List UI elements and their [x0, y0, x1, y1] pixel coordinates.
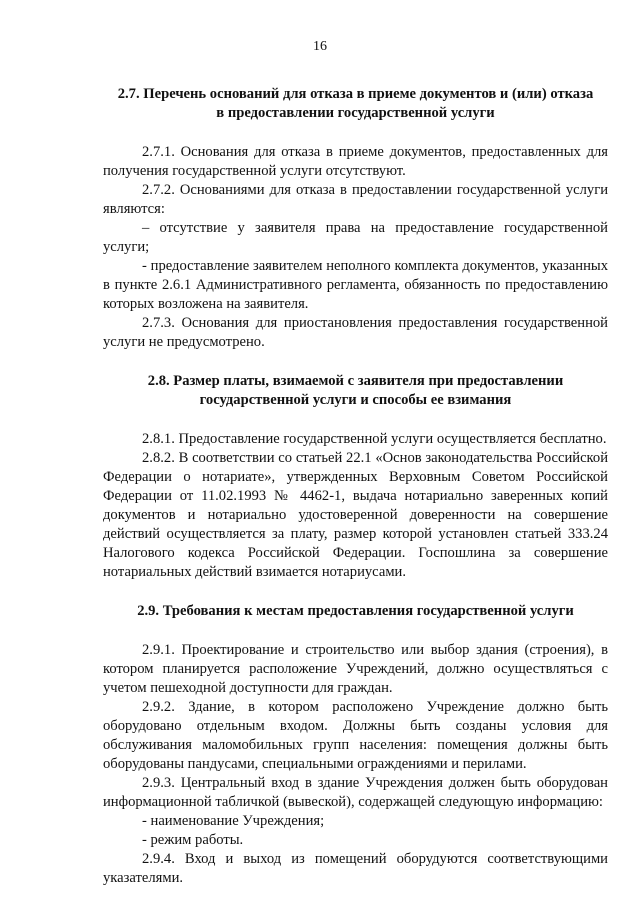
- paragraph-2-9-4: 2.9.4. Вход и выход из помещений оборудуются соответствующими указателями.: [103, 851, 608, 886]
- paragraph-2-9-3: 2.9.3. Центральный вход в здание Учреждения должен быть оборудован информационной табличкой (вывеской), содержащей следующую информацию:: [103, 775, 608, 810]
- paragraph-2-8-1: 2.8.1. Предоставление государственной услуги осуществляется бесплатно.: [142, 431, 607, 447]
- section-2-8-heading-line1: 2.8. Размер платы, взимаемой с заявителя при предоставлении: [147, 373, 564, 389]
- paragraph-2-7-2: 2.7.2. Основаниями для отказа в предоставлении государственной услуги являются:: [103, 182, 608, 217]
- section-2-9-heading: 2.9. Требования к местам предоставления государственной услуги: [137, 603, 574, 619]
- paragraph-2-9-1: 2.9.1. Проектирование и строительство или выбор здания (строения), в котором планируется расположение Учреждений, должно осуществляться с учетом пешеходной доступности для граждан.: [103, 642, 608, 696]
- page-content: [103, 85, 608, 888]
- list-item-working-hours: - режим работы.: [142, 832, 244, 848]
- paragraph-2-7-1: 2.7.1. Основания для отказа в приеме документов, предоставленных для получения государственной услуги отсутствуют.: [103, 144, 608, 179]
- page-number: 16: [313, 39, 327, 54]
- section-2-7-heading-line2: в предоставлении государственной услуги: [216, 105, 495, 121]
- paragraph-2-9-2: 2.9.2. Здание, в котором расположено Учреждение должно быть оборудовано отдельным входом. Должны быть созданы условия для обслуживания маломобильных групп населения: помещения должны быть оборудованы пандусами, специальными ограждениями и перилами.: [103, 699, 608, 772]
- paragraph-2-8-2: 2.8.2. В соответствии со статьей 22.1 «Основ законодательства Российской Федерации о нотариате», утвержденных Верховным Советом Российской Федерации от 11.02.1993 № 4462-1, выдача нотариально заверенных копий документов и нотариально удостоверенной доверенности на совершение действий осуществляется за плату, размер которой установлен статьей 333.24 Налогового кодекса Российской Федерации. Госпошлина за совершение нотариальных действий взимается нотариусами.: [103, 450, 608, 580]
- list-item-incomplete-documents: - предоставление заявителем неполного комплекта документов, указанных в пункте 2.6.1 Административного регламента, обязанность по предоставлению которых возложена на заявителя.: [103, 258, 608, 312]
- paragraph-2-7-3: 2.7.3. Основания для приостановления предоставления государственной услуги не предусмотрено.: [103, 315, 608, 350]
- section-2-8-heading-line2: государственной услуги и способы ее взимания: [199, 392, 512, 408]
- section-2-7-heading-line1: 2.7. Перечень оснований для отказа в приеме документов и (или) отказа: [117, 86, 594, 102]
- list-item-institution-name: - наименование Учреждения;: [142, 813, 325, 829]
- section-2-7-heading: [103, 85, 608, 123]
- list-item-no-right: – отсутствие у заявителя права на предоставление государственной услуги;: [103, 220, 608, 255]
- section-2-8-heading: [103, 372, 608, 410]
